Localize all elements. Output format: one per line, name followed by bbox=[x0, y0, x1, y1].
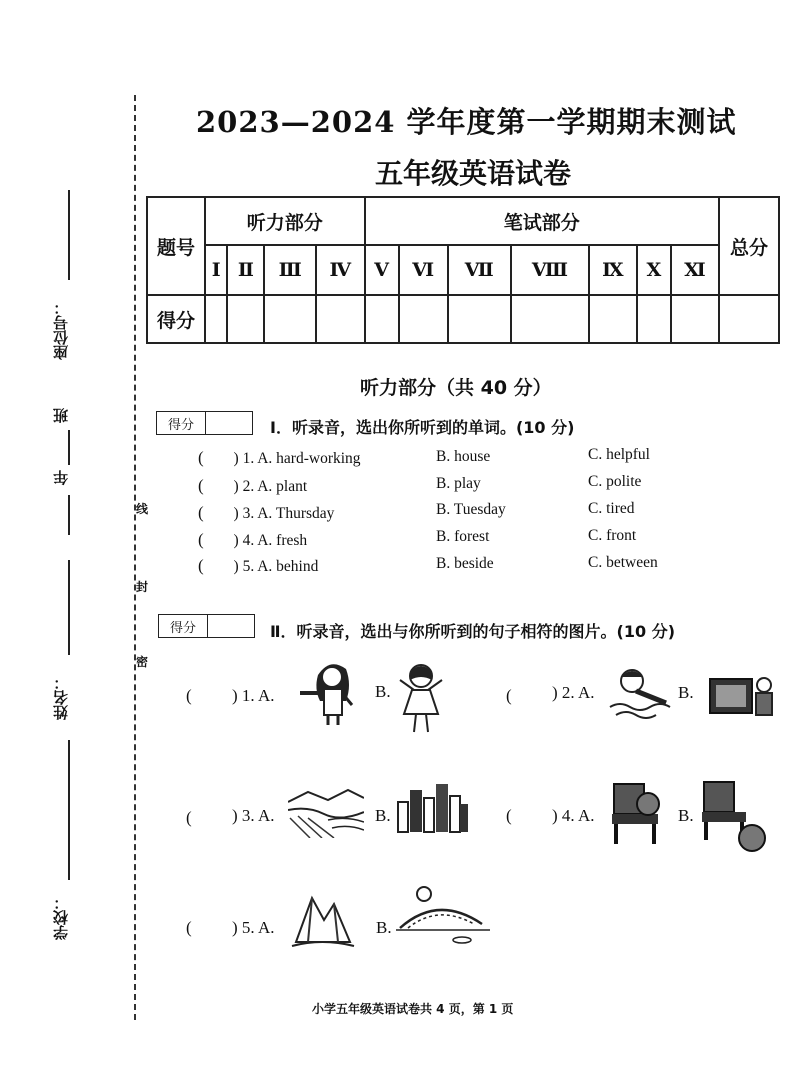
answer-blank[interactable]: ( bbox=[198, 476, 204, 495]
girl-pointing-picture[interactable] bbox=[296, 655, 362, 725]
river-landscape-picture[interactable] bbox=[288, 784, 364, 838]
numeral-6: Ⅵ bbox=[399, 245, 448, 295]
name-label: 姓名： bbox=[52, 675, 70, 720]
city-buildings-picture[interactable] bbox=[396, 780, 470, 834]
score-table bbox=[146, 196, 780, 344]
score-cell[interactable] bbox=[399, 295, 448, 343]
numeral-9: Ⅸ bbox=[589, 245, 637, 295]
boy-swimming-picture[interactable] bbox=[606, 663, 676, 719]
seal-dashed-line bbox=[134, 95, 136, 1020]
answer-blank[interactable]: ( bbox=[198, 556, 204, 575]
question-row bbox=[198, 530, 307, 550]
grade-field[interactable] bbox=[68, 495, 70, 535]
score-box-label: 得分 bbox=[159, 615, 208, 637]
score-cell[interactable] bbox=[227, 295, 264, 343]
item2-option-b: B. bbox=[678, 683, 694, 702]
header-listening: 听力部分 bbox=[205, 197, 365, 245]
option-a: ) 5. A. behind bbox=[233, 558, 319, 575]
question-row bbox=[198, 503, 334, 523]
exam-title: 2023—2024 学年度第一学期期末测试 bbox=[196, 105, 737, 139]
item4-label: ) 4. A. bbox=[552, 806, 595, 825]
option-c: C. helpful bbox=[588, 446, 650, 463]
answer-blank[interactable]: ( bbox=[198, 503, 204, 522]
question-row bbox=[198, 476, 307, 496]
total-score-cell[interactable] bbox=[719, 295, 779, 343]
answer-blank[interactable]: ( bbox=[186, 808, 192, 827]
seal-text-secret: 密 bbox=[136, 655, 149, 669]
score-box-input[interactable] bbox=[206, 412, 252, 434]
answer-blank[interactable]: ( bbox=[506, 806, 512, 825]
item2-label: ) 2. A. bbox=[552, 683, 595, 702]
option-c: C. polite bbox=[588, 473, 642, 490]
numeral-7: Ⅶ bbox=[448, 245, 511, 295]
listening-heading: 听力部分（共 40 分） bbox=[360, 377, 552, 399]
name-field[interactable] bbox=[68, 560, 70, 655]
section1-score-box bbox=[156, 411, 253, 435]
seal-text-line: 线 bbox=[136, 502, 149, 516]
answer-blank[interactable]: ( bbox=[198, 448, 204, 467]
answer-blank[interactable]: ( bbox=[186, 918, 192, 937]
item3-option-b: B. bbox=[375, 806, 391, 825]
school-field[interactable] bbox=[68, 740, 70, 880]
score-cell[interactable] bbox=[671, 295, 719, 343]
answer-blank[interactable]: ( bbox=[506, 686, 512, 705]
item4-option-b: B. bbox=[678, 806, 694, 825]
row-header-question-no: 题号 bbox=[147, 197, 205, 295]
numeral-10: Ⅹ bbox=[637, 245, 671, 295]
option-a: ) 4. A. fresh bbox=[233, 532, 308, 549]
bridge-over-river-picture[interactable] bbox=[394, 884, 492, 950]
item1-label: ) 1. A. bbox=[232, 686, 275, 705]
numeral-2: Ⅱ bbox=[227, 245, 264, 295]
section1-title: Ⅰ．听录音，选出你所听到的单词。(10 分) bbox=[270, 418, 575, 437]
page-footer: 小学五年级英语试卷共 4 页，第 1 页 bbox=[312, 1002, 514, 1016]
answer-blank[interactable]: ( bbox=[186, 686, 192, 705]
header-total: 总分 bbox=[719, 197, 779, 295]
numeral-11: Ⅺ bbox=[671, 245, 719, 295]
option-b: B. play bbox=[436, 475, 481, 492]
score-box-input[interactable] bbox=[208, 615, 254, 637]
seat-number-label: 座位号： bbox=[52, 300, 70, 360]
numeral-3: Ⅲ bbox=[264, 245, 316, 295]
item5-option-b: B. bbox=[376, 918, 392, 937]
option-a: ) 2. A. plant bbox=[233, 478, 308, 495]
exam-subtitle: 五年级英语试卷 bbox=[375, 157, 572, 190]
numeral-4: Ⅳ bbox=[316, 245, 364, 295]
grade-label: 年 bbox=[52, 470, 70, 485]
option-b: B. beside bbox=[436, 555, 494, 572]
class-label: 班 bbox=[52, 408, 70, 423]
score-cell[interactable] bbox=[264, 295, 316, 343]
option-a: ) 3. A. Thursday bbox=[233, 505, 335, 522]
score-cell[interactable] bbox=[511, 295, 589, 343]
answer-blank[interactable]: ( bbox=[198, 530, 204, 549]
option-b: B. forest bbox=[436, 528, 490, 545]
row-header-score: 得分 bbox=[147, 295, 205, 343]
item1-option-b: B. bbox=[375, 682, 391, 701]
option-c: C. tired bbox=[588, 500, 635, 517]
option-a: ) 1. A. hard-working bbox=[233, 450, 361, 467]
question-row bbox=[198, 448, 361, 468]
girl-dancing-picture[interactable] bbox=[396, 660, 446, 736]
item5-label: ) 5. A. bbox=[232, 918, 275, 937]
option-b: B. house bbox=[436, 448, 491, 465]
ball-on-chair-picture[interactable] bbox=[608, 780, 668, 846]
numeral-5: Ⅴ bbox=[365, 245, 399, 295]
numeral-8: Ⅷ bbox=[511, 245, 589, 295]
score-cell[interactable] bbox=[205, 295, 227, 343]
score-cell[interactable] bbox=[637, 295, 671, 343]
header-written: 笔试部分 bbox=[365, 197, 719, 245]
class-field[interactable] bbox=[68, 430, 70, 465]
option-c: C. front bbox=[588, 527, 637, 544]
option-c: C. between bbox=[588, 554, 658, 571]
score-box-label: 得分 bbox=[157, 412, 206, 434]
numeral-1: Ⅰ bbox=[205, 245, 227, 295]
mountain-picture[interactable] bbox=[290, 890, 356, 952]
item3-label: ) 3. A. bbox=[232, 806, 275, 825]
score-cell[interactable] bbox=[365, 295, 399, 343]
school-label: 学校： bbox=[52, 895, 70, 940]
score-cell[interactable] bbox=[316, 295, 364, 343]
question-row bbox=[198, 556, 318, 576]
section2-score-box bbox=[158, 614, 255, 638]
seal-text-seal: 封 bbox=[136, 580, 149, 594]
option-b: B. Tuesday bbox=[436, 501, 506, 518]
ball-under-chair-picture[interactable] bbox=[700, 778, 770, 854]
watching-tv-picture[interactable] bbox=[706, 665, 776, 721]
score-cell[interactable] bbox=[589, 295, 637, 343]
score-cell[interactable] bbox=[448, 295, 511, 343]
section2-title: Ⅱ．听录音，选出与你所听到的句子相符的图片。(10 分) bbox=[270, 622, 676, 641]
seat-number-field[interactable] bbox=[68, 190, 70, 280]
